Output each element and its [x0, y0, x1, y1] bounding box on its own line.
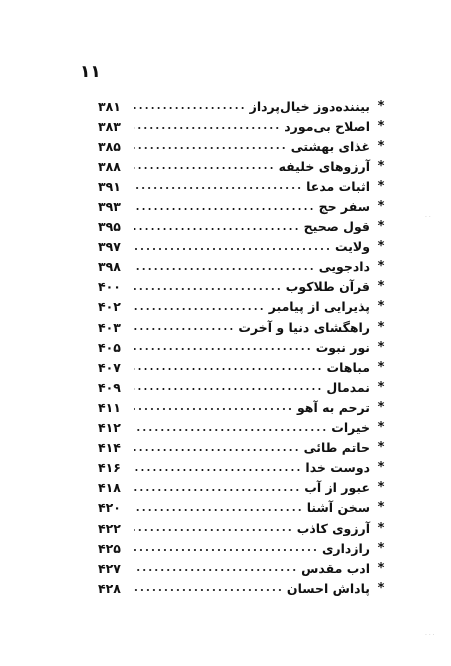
toc-entry [98, 116, 388, 136]
toc-entry [98, 558, 388, 578]
dot-leader [134, 328, 234, 330]
toc-entry [98, 156, 388, 176]
toc-entry [98, 498, 388, 518]
toc-entry [98, 136, 388, 156]
table-of-contents [98, 96, 388, 598]
toc-entry-title: آرزوهای خلیفه [278, 158, 370, 174]
toc-entry [98, 397, 388, 417]
dot-leader [134, 348, 312, 350]
toc-bullet: * [377, 359, 385, 375]
toc-entry [98, 357, 388, 377]
toc-entry [98, 217, 388, 237]
dot-leader [134, 408, 293, 410]
toc-entry-page: ۴۲۵ [98, 540, 121, 556]
toc-entry [98, 317, 388, 337]
toc-entry-page: ۳۹۵ [98, 219, 121, 235]
toc-entry-page: ۴۲۰ [98, 500, 121, 516]
toc-entry-page: ۴۰۷ [98, 359, 121, 375]
toc-bullet: * [377, 420, 385, 436]
toc-bullet: * [377, 520, 385, 536]
toc-entry-title: بیننده‌دوز خیال‌پرداز [249, 98, 370, 114]
dot-leader [134, 549, 318, 551]
toc-entry-page: ۴۱۱ [98, 399, 121, 415]
dot-leader [134, 147, 287, 149]
toc-entry-title: راهگشای دنیا و آخرت [238, 319, 370, 335]
toc-bullet: * [377, 138, 385, 154]
toc-entry [98, 176, 388, 196]
toc-bullet: * [377, 379, 385, 395]
toc-entry-title: سفر حج [318, 199, 370, 215]
toc-entry [98, 538, 388, 558]
toc-entry [98, 337, 388, 357]
toc-bullet: * [377, 440, 385, 456]
dot-leader [134, 248, 331, 250]
dot-leader [134, 509, 303, 511]
dot-leader [134, 429, 327, 431]
toc-entry-title: رازداری [321, 540, 370, 556]
toc-bullet: * [377, 259, 385, 275]
toc-entry [98, 237, 388, 257]
dot-leader [134, 187, 302, 189]
toc-entry-page: ۴۱۶ [98, 460, 121, 476]
toc-entry-title: اصلاح بی‌مورد [284, 118, 370, 134]
toc-bullet: * [377, 239, 385, 255]
toc-entry-title: ترحم به آهو [296, 399, 370, 415]
dot-leader [134, 469, 301, 471]
dot-leader [134, 167, 275, 169]
toc-entry-page: ۳۸۳ [98, 118, 121, 134]
toc-bullet: * [377, 319, 385, 335]
toc-bullet: * [377, 98, 385, 114]
toc-entry-title: آرزوی کاذب [296, 520, 370, 536]
dot-leader [134, 388, 322, 390]
toc-bullet: * [377, 219, 385, 235]
dot-leader [134, 208, 315, 210]
dot-leader [134, 107, 246, 109]
toc-entry [98, 438, 388, 458]
dot-leader [134, 368, 323, 370]
toc-entry-page: ۳۸۸ [98, 158, 121, 174]
toc-entry-page: ۳۹۷ [98, 239, 121, 255]
toc-bullet: * [377, 178, 385, 194]
toc-entry-title: اثبات مدعا [306, 178, 370, 194]
toc-bullet: * [377, 560, 385, 576]
page-number: ۱۱ [80, 62, 101, 82]
toc-entry-title: قول صحیح [303, 219, 370, 235]
toc-entry-title: غذای بهشتی [290, 138, 370, 154]
dot-leader [134, 127, 280, 129]
dot-leader [134, 268, 315, 270]
toc-entry-page: ۳۸۱ [98, 98, 121, 114]
toc-entry-page: ۳۹۱ [98, 178, 121, 194]
dot-leader [134, 589, 283, 591]
toc-entry-page: ۴۰۵ [98, 339, 121, 355]
toc-entry [98, 377, 388, 397]
toc-entry [98, 96, 388, 116]
toc-bullet: * [377, 500, 385, 516]
dot-leader [134, 308, 265, 310]
toc-entry-title: پاداش احسان [286, 580, 370, 596]
toc-entry [98, 196, 388, 216]
toc-bullet: * [377, 118, 385, 134]
toc-entry-title: مباهات [326, 359, 370, 375]
toc-entry-page: ۴۱۸ [98, 480, 121, 496]
toc-entry-page: ۴۰۳ [98, 319, 121, 335]
toc-entry [98, 478, 388, 498]
toc-bullet: * [377, 540, 385, 556]
toc-entry-title: دادجویی [318, 259, 370, 275]
toc-entry [98, 418, 388, 438]
toc-entry-title: نمدمال [326, 379, 370, 395]
dot-leader [134, 489, 300, 491]
dot-leader [134, 569, 297, 571]
toc-entry [98, 297, 388, 317]
toc-entry-page: ۴۰۰ [98, 279, 121, 295]
toc-entry-title: نور نبوت [315, 339, 370, 355]
toc-bullet: * [377, 279, 385, 295]
toc-entry-title: حاتم طائی [303, 440, 370, 456]
toc-entry-page: ۴۰۹ [98, 379, 121, 395]
toc-entry-title: قرآن طلاکوب [285, 279, 370, 295]
dot-leader [134, 449, 300, 451]
toc-bullet: * [377, 158, 385, 174]
toc-entry [98, 458, 388, 478]
toc-entry-title: دوست خدا [305, 460, 370, 476]
dot-leader [134, 529, 293, 531]
toc-entry [98, 257, 388, 277]
toc-entry [98, 518, 388, 538]
toc-entry-page: ۳۸۵ [98, 138, 121, 154]
toc-entry-title: عبور از آب [304, 480, 370, 496]
toc-bullet: * [377, 339, 385, 355]
toc-entry-page: ۴۰۲ [98, 299, 121, 315]
toc-entry-page: ۳۹۸ [98, 259, 121, 275]
margin-mark: · · [425, 214, 431, 221]
toc-entry [98, 277, 388, 297]
toc-bullet: * [377, 460, 385, 476]
toc-bullet: * [377, 399, 385, 415]
toc-bullet: * [377, 580, 385, 596]
toc-bullet: * [377, 299, 385, 315]
toc-entry-page: ۴۱۲ [98, 420, 121, 436]
toc-entry-page: ۴۲۷ [98, 560, 121, 576]
toc-entry-page: ۴۲۸ [98, 580, 121, 596]
dot-leader [134, 228, 300, 230]
margin-mark: · · · [425, 632, 435, 639]
toc-entry-page: ۴۱۴ [98, 440, 121, 456]
toc-entry-title: سخن آشنا [306, 500, 370, 516]
toc-bullet: * [377, 199, 385, 215]
toc-entry [98, 578, 388, 598]
toc-entry-title: ادب مقدس [301, 560, 370, 576]
toc-entry-title: پذیرایی از پیامبر [268, 299, 370, 315]
toc-entry-title: ولایت [334, 239, 370, 255]
toc-entry-page: ۴۲۲ [98, 520, 121, 536]
toc-entry-title: خیرات [331, 420, 370, 436]
toc-entry-page: ۳۹۳ [98, 199, 121, 215]
toc-bullet: * [377, 480, 385, 496]
dot-leader [134, 288, 282, 290]
